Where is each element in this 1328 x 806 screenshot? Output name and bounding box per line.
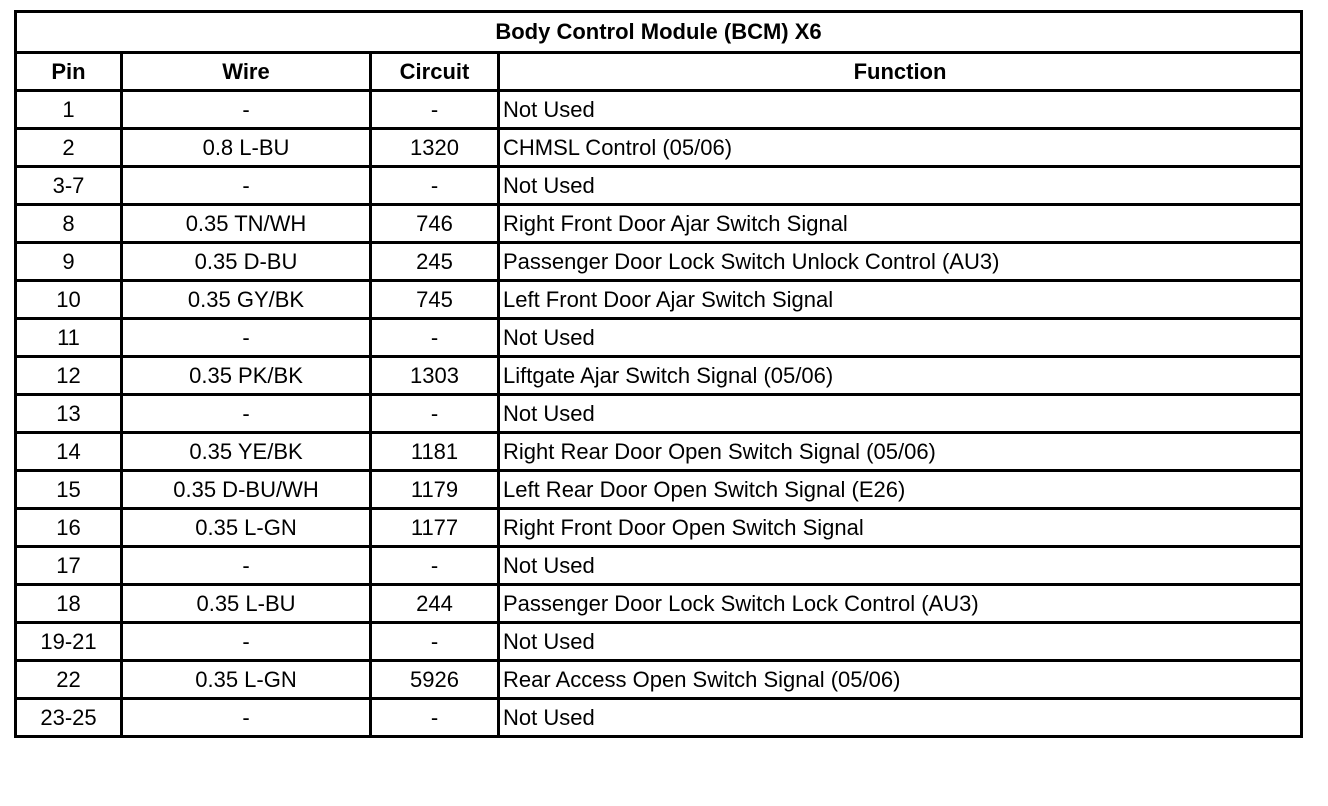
- wire-cell: -: [122, 395, 371, 433]
- function-cell: Rear Access Open Switch Signal (05/06): [499, 661, 1302, 699]
- pin-cell: 2: [16, 129, 122, 167]
- wire-cell: -: [122, 547, 371, 585]
- wire-cell: 0.35 YE/BK: [122, 433, 371, 471]
- function-cell: Not Used: [499, 91, 1302, 129]
- circuit-cell: -: [371, 91, 499, 129]
- circuit-cell: -: [371, 547, 499, 585]
- pin-cell: 13: [16, 395, 122, 433]
- table-row: [16, 623, 1302, 661]
- function-cell: Not Used: [499, 623, 1302, 661]
- function-cell: Passenger Door Lock Switch Lock Control (AU3): [499, 585, 1302, 623]
- table-row: [16, 509, 1302, 547]
- table-row: [16, 433, 1302, 471]
- function-cell: Not Used: [499, 319, 1302, 357]
- wire-cell: -: [122, 623, 371, 661]
- wire-cell: 0.35 D-BU: [122, 243, 371, 281]
- table-row: [16, 699, 1302, 737]
- table-header-row: [16, 53, 1302, 91]
- circuit-cell: -: [371, 395, 499, 433]
- table-row: [16, 129, 1302, 167]
- circuit-cell: -: [371, 699, 499, 737]
- wire-cell: 0.35 L-GN: [122, 661, 371, 699]
- function-cell: Right Rear Door Open Switch Signal (05/06): [499, 433, 1302, 471]
- column-header-wire: Wire: [122, 53, 371, 91]
- wire-cell: -: [122, 167, 371, 205]
- wire-cell: 0.35 GY/BK: [122, 281, 371, 319]
- wire-cell: -: [122, 319, 371, 357]
- pin-cell: 22: [16, 661, 122, 699]
- function-cell: Not Used: [499, 547, 1302, 585]
- wire-cell: 0.35 L-BU: [122, 585, 371, 623]
- table-row: [16, 357, 1302, 395]
- table-row: [16, 395, 1302, 433]
- function-cell: Right Front Door Open Switch Signal: [499, 509, 1302, 547]
- pin-cell: 18: [16, 585, 122, 623]
- wire-cell: 0.8 L-BU: [122, 129, 371, 167]
- circuit-cell: 746: [371, 205, 499, 243]
- wire-cell: 0.35 PK/BK: [122, 357, 371, 395]
- function-cell: CHMSL Control (05/06): [499, 129, 1302, 167]
- wire-cell: -: [122, 699, 371, 737]
- table-row: [16, 319, 1302, 357]
- column-header-function: Function: [499, 53, 1302, 91]
- table-title: Body Control Module (BCM) X6: [16, 12, 1302, 53]
- function-cell: Passenger Door Lock Switch Unlock Control (AU3): [499, 243, 1302, 281]
- pin-cell: 8: [16, 205, 122, 243]
- function-cell: Right Front Door Ajar Switch Signal: [499, 205, 1302, 243]
- column-header-circuit: Circuit: [371, 53, 499, 91]
- table-title-row: [16, 12, 1302, 53]
- wire-cell: 0.35 D-BU/WH: [122, 471, 371, 509]
- wire-cell: 0.35 L-GN: [122, 509, 371, 547]
- pin-cell: 14: [16, 433, 122, 471]
- function-cell: Left Rear Door Open Switch Signal (E26): [499, 471, 1302, 509]
- table-row: [16, 661, 1302, 699]
- function-cell: Left Front Door Ajar Switch Signal: [499, 281, 1302, 319]
- circuit-cell: 745: [371, 281, 499, 319]
- table-row: [16, 585, 1302, 623]
- circuit-cell: 1179: [371, 471, 499, 509]
- table-row: [16, 167, 1302, 205]
- connector-pinout-sheet: [14, 10, 1300, 738]
- table-row: [16, 547, 1302, 585]
- function-cell: Not Used: [499, 167, 1302, 205]
- pin-cell: 3-7: [16, 167, 122, 205]
- table-row: [16, 281, 1302, 319]
- column-header-pin: Pin: [16, 53, 122, 91]
- circuit-cell: 1320: [371, 129, 499, 167]
- pin-cell: 11: [16, 319, 122, 357]
- table-row: [16, 243, 1302, 281]
- pin-cell: 16: [16, 509, 122, 547]
- pin-cell: 23-25: [16, 699, 122, 737]
- circuit-cell: 5926: [371, 661, 499, 699]
- function-cell: Not Used: [499, 395, 1302, 433]
- table-row: [16, 91, 1302, 129]
- pin-cell: 1: [16, 91, 122, 129]
- circuit-cell: 1181: [371, 433, 499, 471]
- pin-cell: 17: [16, 547, 122, 585]
- circuit-cell: -: [371, 167, 499, 205]
- circuit-cell: 245: [371, 243, 499, 281]
- pin-cell: 12: [16, 357, 122, 395]
- circuit-cell: 1303: [371, 357, 499, 395]
- function-cell: Not Used: [499, 699, 1302, 737]
- table-row: [16, 205, 1302, 243]
- table-row: [16, 471, 1302, 509]
- pin-cell: 9: [16, 243, 122, 281]
- pin-cell: 19-21: [16, 623, 122, 661]
- connector-pinout-table: [14, 10, 1303, 738]
- circuit-cell: -: [371, 623, 499, 661]
- function-cell: Liftgate Ajar Switch Signal (05/06): [499, 357, 1302, 395]
- wire-cell: 0.35 TN/WH: [122, 205, 371, 243]
- pin-cell: 15: [16, 471, 122, 509]
- table-body: [16, 91, 1302, 737]
- wire-cell: -: [122, 91, 371, 129]
- circuit-cell: 1177: [371, 509, 499, 547]
- circuit-cell: -: [371, 319, 499, 357]
- pin-cell: 10: [16, 281, 122, 319]
- circuit-cell: 244: [371, 585, 499, 623]
